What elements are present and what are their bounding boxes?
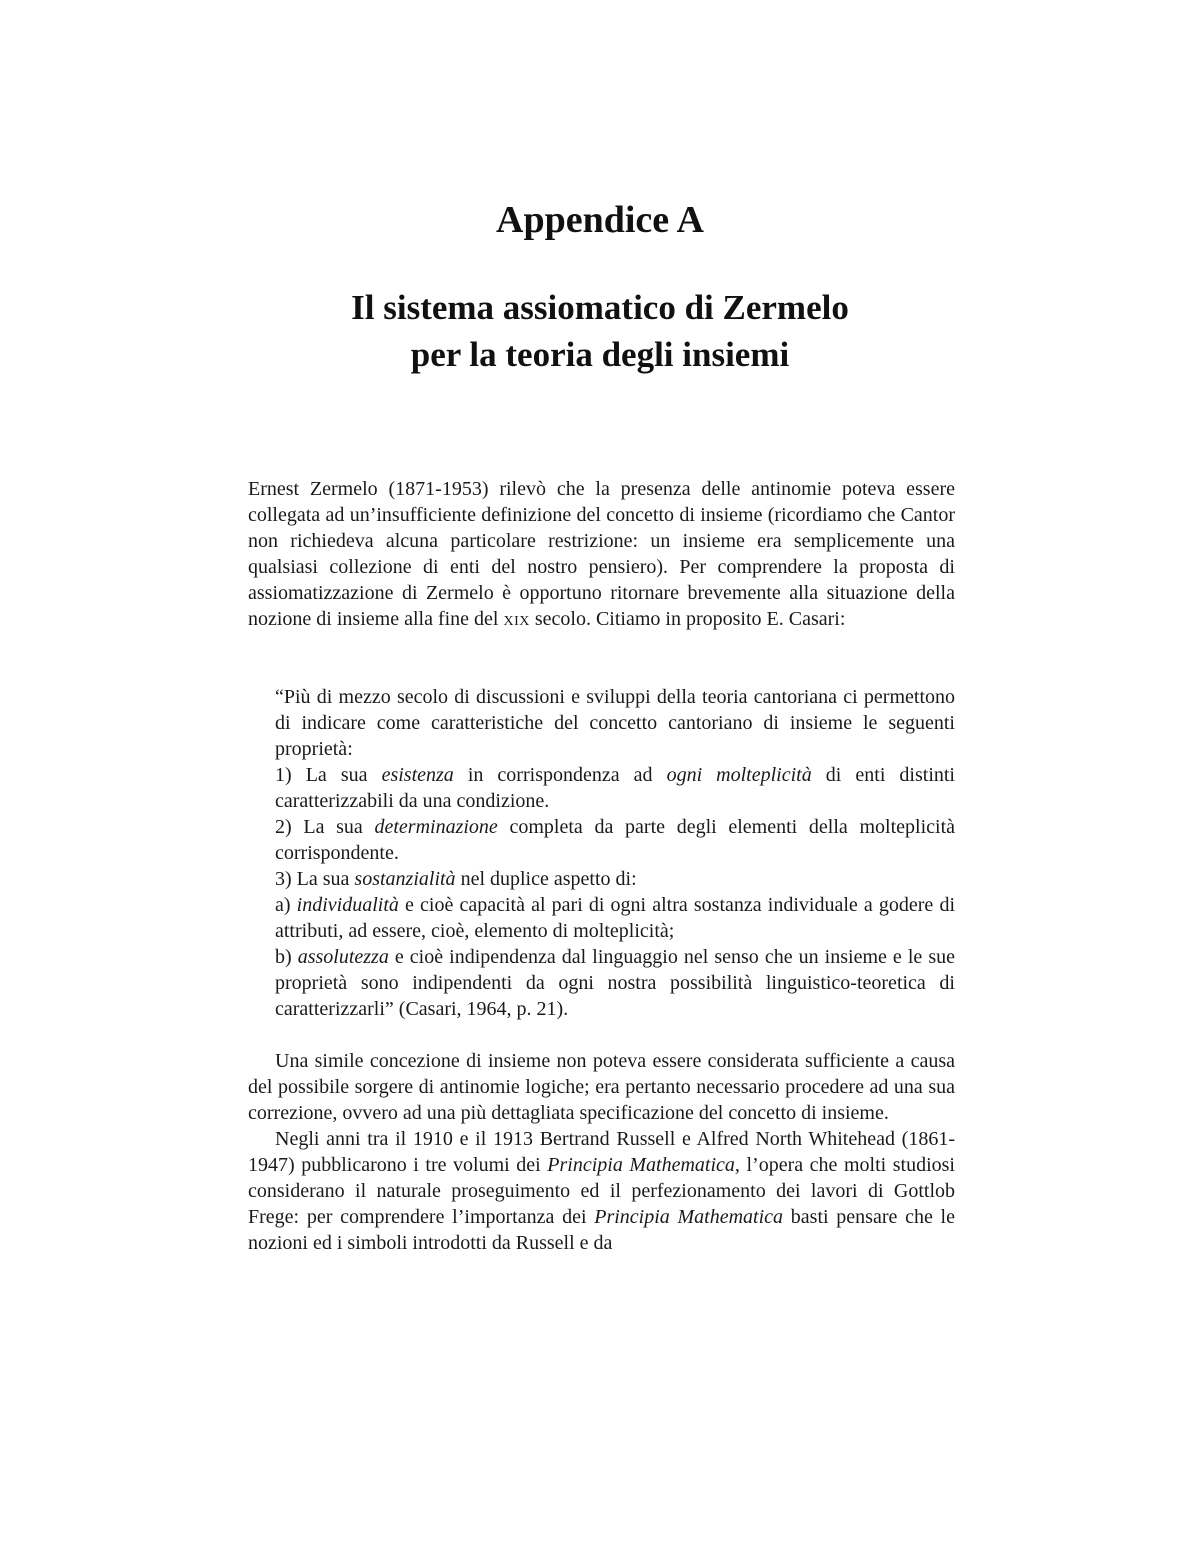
- appendix-label: Appendice A: [496, 199, 704, 241]
- closing-paragraph-2-text-a: Negli anni tra il 1910 e il 1913 Bertrand Russell e Alfred North Whitehead (1861-1947) pubblicarono i tre volumi dei: [248, 1128, 955, 1176]
- intro-text-1: Ernest Zermelo (1871-1953) rilevò che la presenza delle antinomie poteva essere collegata ad un’insufficiente definizione del concetto di insieme (ricordiamo che Cantor non richiedeva alcuna particolare restrizione: un insieme era semplicemente una qualsiasi collezione di enti del nostro pensiero). Per comprendere la proposta di assiomatizzazione di Zermelo è opportuno ritornare brevemente alla situazione della nozione di insieme alla fine del: [248, 478, 955, 630]
- quote-item-3-emphasis: sostanzialità: [354, 868, 456, 890]
- quote-item-3-text-b: nel duplice aspetto di:: [455, 868, 637, 890]
- quote-item-1-text-c: di enti distinti caratterizzabili da una condizione.: [275, 764, 955, 812]
- quote-item-2-text-a: 2) La sua: [275, 816, 375, 838]
- quote-item-a: [275, 892, 955, 944]
- quote-item-1-emphasis-1: esistenza: [381, 764, 454, 786]
- quote-item-3-text-a: 3) La sua: [275, 868, 355, 890]
- chapter-title-line-1: Il sistema assiomatico di Zermelo: [351, 288, 849, 327]
- quote-item-b-text-b: e cioè indipendenza dal linguaggio nel senso che un insieme e le sue proprietà sono indipendenti da ogni nostra possibilità linguistico-teoretica di caratterizzarli” (Casari, 1964, p. 21).: [275, 946, 955, 1020]
- principia-title-2: Principia Mathematica: [594, 1206, 784, 1228]
- closing-paragraph-1: Una simile concezione di insieme non poteva essere considerata sufficiente a causa del possibile sorgere di antinomie logiche; era pertanto necessario procedere ad una sua correzione, ovvero ad una più dettagliata specificazione del concetto di insieme.: [248, 1050, 955, 1124]
- casari-quote: [275, 684, 955, 1022]
- quote-item-1-text-b: in corrispondenza ad: [453, 764, 667, 786]
- quote-item-2-text-b: completa da parte degli elementi della molteplicità corrispondente.: [275, 816, 955, 864]
- quote-item-a-text-b: e cioè capacità al pari di ogni altra sostanza individuale a godere di attributi, ad essere, cioè, elemento di molteplicità;: [275, 894, 955, 942]
- principia-title-1: Principia Mathematica: [547, 1154, 735, 1176]
- closing-section: [248, 1048, 955, 1256]
- quote-item-1: [275, 762, 955, 814]
- closing-paragraph-2: [248, 1126, 955, 1256]
- quote-item-a-text-a: a): [275, 894, 297, 916]
- intro-paragraph: [248, 476, 955, 632]
- chapter-title: [0, 284, 1200, 378]
- quote-item-2: [275, 814, 955, 866]
- quote-item-a-emphasis: individualità: [296, 894, 399, 916]
- quote-item-3: [275, 866, 955, 892]
- chapter-title-line-2: per la teoria degli insiemi: [410, 335, 790, 374]
- closing-paragraph-2-text-c: basti pensare che le nozioni ed i simboli introdotti da Russell e da: [248, 1206, 955, 1254]
- quote-item-2-emphasis: determinazione: [374, 816, 498, 838]
- intro-text-2: secolo. Citiamo in proposito E. Casari:: [529, 608, 846, 630]
- quote-item-1-emphasis-2: ogni molteplicità: [666, 764, 812, 786]
- quote-item-b-emphasis: assolutezza: [297, 946, 389, 968]
- century-numeral: xix: [503, 608, 530, 630]
- quote-item-1-text-a: 1) La sua: [275, 764, 382, 786]
- closing-paragraph-2-text-b: , l’opera che molti studiosi considerano il naturale proseguimento ed il perfezionamento dei lavori di Gottlob Frege: per comprendere l’importanza dei: [248, 1154, 955, 1228]
- quote-item-b: [275, 944, 955, 1022]
- quote-opening: “Più di mezzo secolo di discussioni e sviluppi della teoria cantoriana ci permettono di indicare come caratteristiche del concetto cantoriano di insieme le seguenti proprietà:: [275, 686, 955, 760]
- quote-item-b-text-a: b): [275, 946, 298, 968]
